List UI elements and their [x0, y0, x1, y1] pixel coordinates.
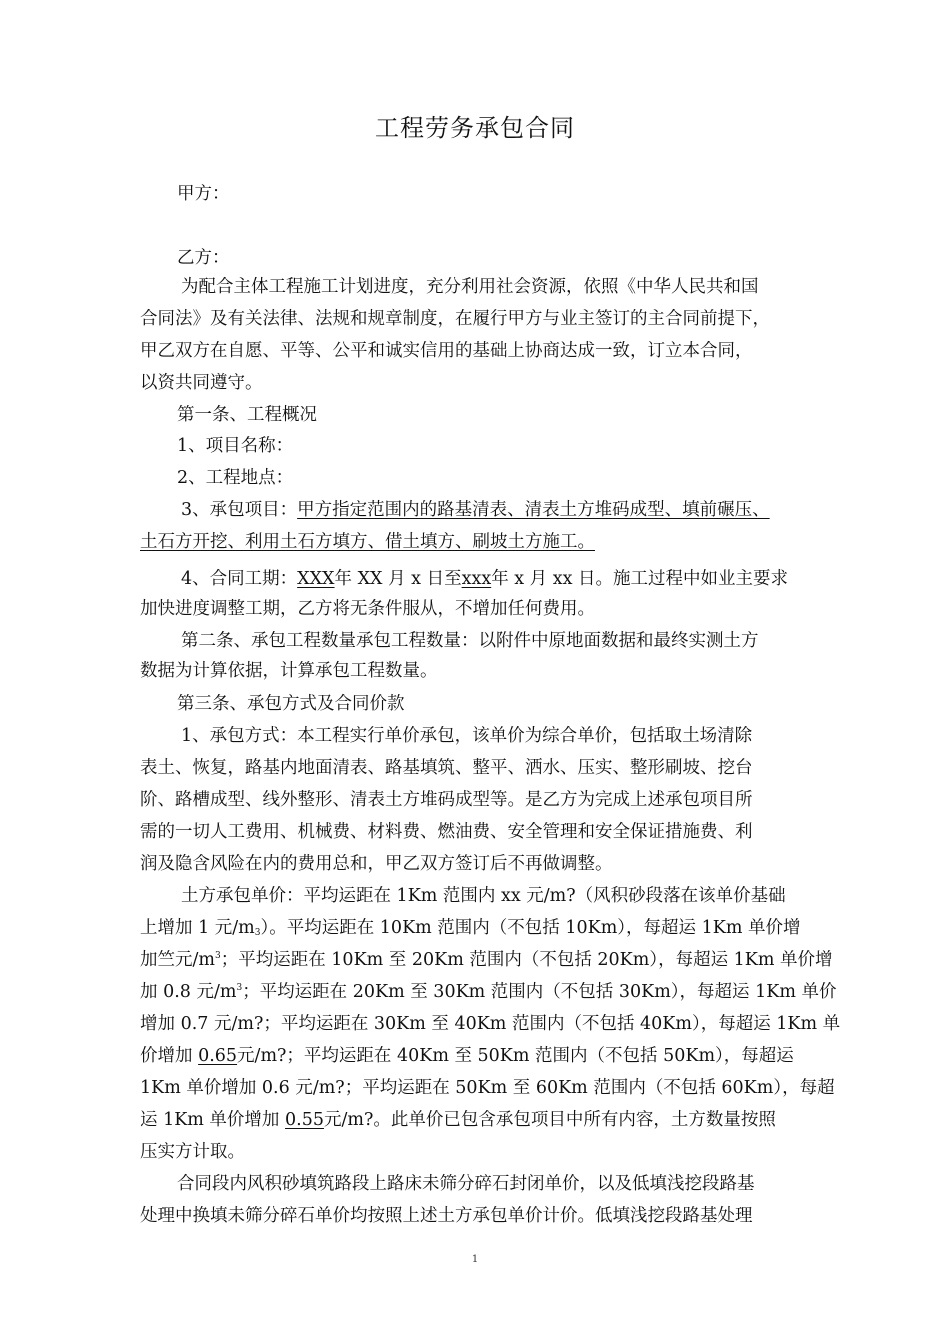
price-line-6b: 元/m?；平均运距在 40Km 至 50Km 范围内（不包括 50Km），每超运 [237, 1046, 794, 1066]
article2-line1: 第二条、承包工程数量承包工程数量：以附件中原地面数据和最终实测土方 [181, 631, 759, 651]
price-line-9: 压实方计取。 [140, 1142, 245, 1162]
article1-item4-line2: 加快进度调整工期，乙方将无条件服从，不增加任何费用。 [140, 599, 595, 619]
price-line-4 [140, 980, 837, 1004]
article1-item2: 2、工程地点： [177, 468, 294, 488]
article1-item4-line1 [181, 567, 788, 591]
method-line-4: 需的一切人工费用、机械费、材料费、燃油费、安全管理和安全保证措施费、利 [140, 822, 753, 842]
item3-content-2: 土石方开挖、利用土石方填方、借土填方、刷坡土方施工。 [140, 532, 595, 552]
price-line-2b: ）。平均运距在 10Km 范围内（不包括 10Km），每超运 1Km 单价增 [260, 918, 801, 938]
price-value-055: 0.55 [285, 1110, 324, 1130]
party-b-label: 乙方： [177, 248, 230, 268]
item4-mid: 年 XX 月 x 日至 [334, 569, 462, 589]
party-a-label: 甲方： [177, 184, 230, 204]
cubic-superscript: 3 [215, 951, 221, 961]
sand-line-2: 处理中换填未筛分碎石单价均按照上述土方承包单价计价。低填浅挖段路基处理 [140, 1206, 753, 1226]
cubic-superscript: 3 [236, 983, 243, 993]
item4-tail: 年 x 月 xx 日。施工过程中如业主要求 [491, 569, 789, 589]
item4-label: 4、合同工期： [181, 569, 298, 589]
document-title: 工程劳务承包合同 [375, 114, 575, 142]
intro-line-3: 甲乙双方在自愿、平等、公平和诚实信用的基础上协商达成一致，订立本合同， [140, 341, 753, 361]
method-line-5: 润及隐含风险在内的费用总和，甲乙双方签订后不再做调整。 [140, 854, 613, 874]
intro-line-1: 为配合主体工程施工计划进度，充分利用社会资源，依照《中华人民共和国 [181, 277, 759, 297]
method-line-2: 表土、恢复，路基内地面清表、路基填筑、整平、洒水、压实、整形刷坡、挖台 [140, 758, 753, 778]
article1-item3-line1 [181, 498, 770, 522]
price-line-5: 增加 0.7 元/m?；平均运距在 30Km 至 40Km 范围内（不包括 40Km），每超运 1Km 单 [140, 1014, 841, 1034]
article1-heading: 第一条、工程概况 [177, 405, 317, 425]
price-line-3b: ；平均运距在 10Km 至 20Km 范围内（不包括 20Km），每超运 1Km 单价增 [220, 950, 833, 970]
sand-line-1: 合同段内风积砂填筑路段上路床未筛分碎石封闭单价，以及低填浅挖段路基 [177, 1174, 755, 1194]
article1-item1: 1、项目名称： [177, 436, 294, 456]
price-line-4a: 加 0.8 元/m [140, 982, 237, 1002]
price-line-6 [140, 1044, 794, 1068]
item4-end-year: xxx [461, 569, 492, 589]
price-line-2a: 上增加 1 元/m [140, 918, 255, 938]
method-line-1: 1、承包方式：本工程实行单价承包，该单价为综合单价，包括取土场清除 [181, 726, 753, 746]
price-line-6a: 价增加 [140, 1046, 193, 1066]
item3-content-1: 甲方指定范围内的路基清表、清表土方堆码成型、填前碾压、 [297, 500, 770, 520]
price-line-3 [140, 948, 833, 972]
price-line-7: 1Km 单价增加 0.6 元/m?；平均运距在 50Km 至 60Km 范围内（不包括 60Km），每超 [140, 1078, 835, 1098]
price-line-2 [140, 916, 800, 940]
item4-start-year: XXX [297, 569, 335, 589]
page-number: 1 [471, 1254, 479, 1265]
article3-heading: 第三条、承包方式及合同价款 [177, 694, 405, 714]
item3-label: 3、承包项目： [181, 500, 298, 520]
intro-line-2: 合同法》及有关法律、法规和规章制度，在履行甲方与业主签订的主合同前提下， [140, 309, 770, 329]
cubic-subscript: 3 [254, 928, 261, 938]
article2-line2: 数据为计算依据，计算承包工程数量。 [140, 661, 438, 681]
price-line-1: 土方承包单价：平均运距在 1Km 范围内 xx 元/m?（风积砂段落在该单价基础 [181, 886, 786, 906]
price-value-065: 0.65 [198, 1046, 238, 1066]
price-line-8a: 运 1Km 单价增加 [140, 1110, 280, 1130]
price-line-8 [140, 1108, 776, 1132]
price-line-8b: 元/m?。此单价已包含承包项目中所有内容，土方数量按照 [323, 1110, 776, 1130]
intro-line-4: 以资共同遵守。 [140, 373, 263, 393]
price-line-4b: ；平均运距在 20Km 至 30Km 范围内（不包括 30Km），每超运 1Km 单价 [242, 982, 837, 1002]
article1-item3-line2 [140, 530, 595, 554]
price-line-3a: 加竺元/m [140, 950, 215, 970]
method-line-3: 阶、路槽成型、线外整形、清表土方堆码成型等。是乙方为完成上述承包项目所 [140, 790, 753, 810]
